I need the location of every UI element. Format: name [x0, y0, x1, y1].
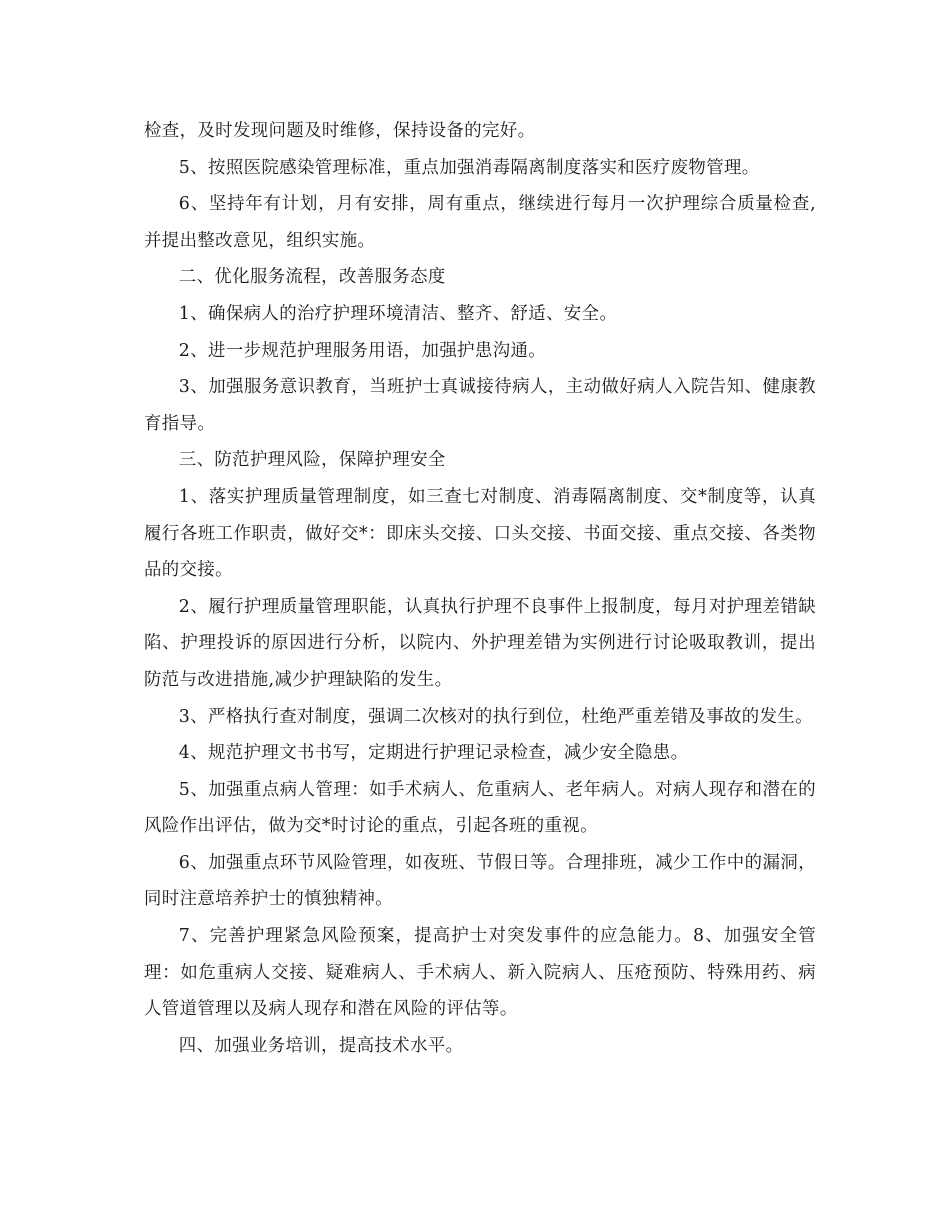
paragraph-safety-item-1: 1、落实护理质量管理制度，如三查七对制度、消毒隔离制度、交*制度等，认真履行各班工作职责，做好交*：即床头交接、口头交接、书面交接、重点交接、各类物品的交接。 [144, 486, 816, 581]
paragraph-safety-item-7-8: 7、完善护理紧急风险预案，提高护士对突发事件的应急能力。8、加强安全管理：如危重病人交接、疑难病人、手术病人、新入院病人、压疮预防、特殊用药、病人管道管理以及病人现存和潜在风险的评估等。 [144, 926, 816, 1020]
paragraph-safety-item-3: 3、严格执行查对制度，强调二次核对的执行到位，杜绝严重差错及事故的发生。 [178, 706, 813, 727]
section-heading-2: 二、优化服务流程，改善服务态度 [178, 267, 446, 288]
section-heading-3: 三、防范护理风险，保障护理安全 [178, 450, 446, 471]
paragraph-item-6-quality-check: 6、坚持年有计划，月有安排，周有重点，继续进行每月一次护理综合质量检查,并提出整改意见，组织实施。 [144, 194, 816, 251]
paragraph-service-item-3: 3、加强服务意识教育，当班护士真诚接待病人，主动做好病人入院告知、健康教育指导。 [144, 377, 816, 434]
paragraph-safety-item-5: 5、加强重点病人管理：如手术病人、危重病人、老年病人。对病人现存和潜在的风险作出评估，做为交*时讨论的重点，引起各班的重视。 [144, 779, 816, 837]
section-heading-4: 四、加强业务培训，提高技术水平。 [178, 1035, 464, 1056]
paragraph-safety-item-4: 4、规范护理文书书写，定期进行护理记录检查，减少安全隐患。 [178, 743, 689, 764]
paragraph-service-item-1: 1、确保病人的治疗护理环境清洁、整齐、舒适、安全。 [178, 303, 618, 324]
paragraph-safety-item-2: 2、履行护理质量管理职能，认真执行护理不良事件上报制度，每月对护理差错缺陷、护理投诉的原因进行分析，以院内、外护理差错为实例进行讨论吸取教训，提出防范与改进措施,减少护理缺陷的发生。 [144, 596, 816, 690]
paragraph-safety-item-6: 6、加强重点环节风险管理，如夜班、节假日等。合理排班，减少工作中的漏洞，同时注意培养护士的慎独精神。 [144, 852, 816, 910]
document-body [144, 113, 816, 1064]
paragraph-service-item-2: 2、进一步规范护理服务用语，加强护患沟通。 [178, 340, 547, 361]
paragraph-continuation: 检查，及时发现问题及时维修，保持设备的完好。 [144, 121, 536, 141]
paragraph-item-5-infection-control: 5、按照医院感染管理标准，重点加强消毒隔离制度落实和医疗废物管理。 [178, 157, 760, 178]
